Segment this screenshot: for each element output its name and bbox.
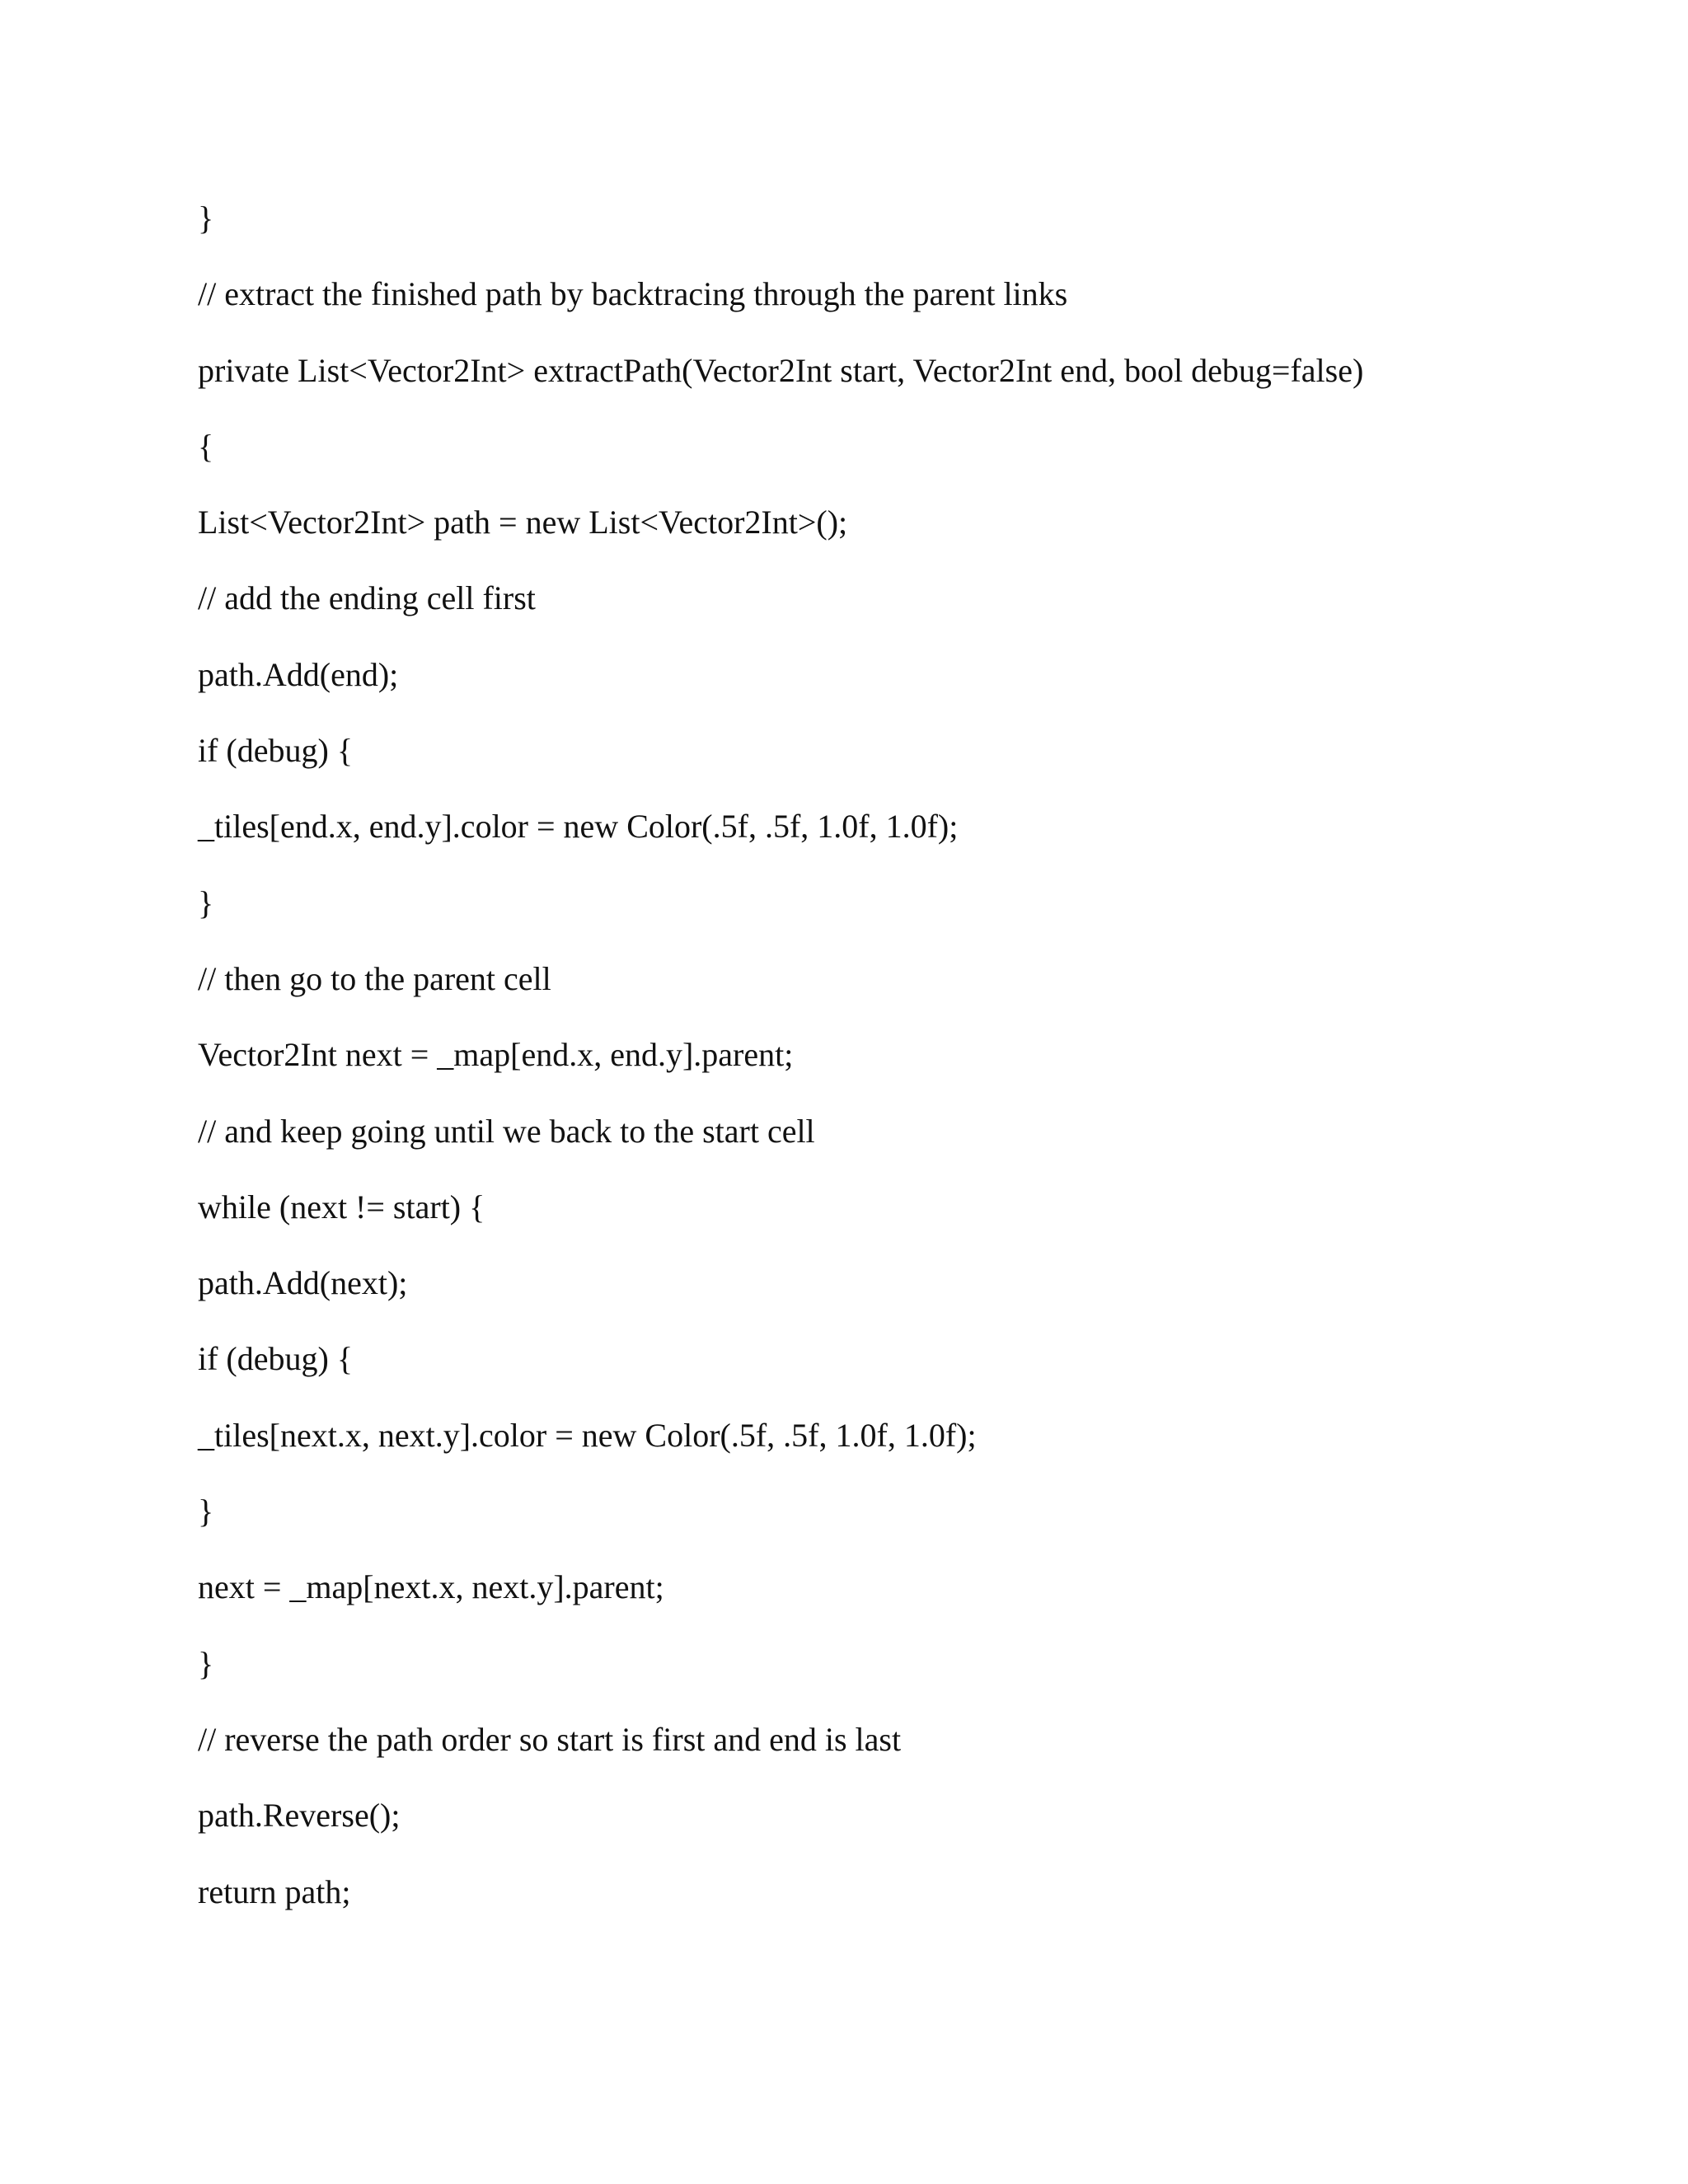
code-line-comment-parent-cell: // then go to the parent cell — [198, 959, 551, 997]
code-line-add-end: path.Add(end); — [198, 655, 399, 693]
code-line-next-assignment: next = _map[next.x, next.y].parent; — [198, 1568, 664, 1606]
code-line-comment-reverse: // reverse the path order so start is first and end is last — [198, 1720, 902, 1758]
code-line-closing-brace: } — [198, 883, 214, 921]
code-line-return-path: return path; — [198, 1872, 351, 1910]
code-line-reverse-call: path.Reverse(); — [198, 1797, 401, 1835]
code-line-color-end-tile: _tiles[end.x, end.y].color = new Color(.5f, .5f, 1.0f, 1.0f); — [198, 808, 959, 846]
code-line-closing-brace: } — [198, 1493, 214, 1530]
code-listing — [198, 191, 1599, 1941]
code-line-comment-keep-going: // and keep going until we back to the start cell — [198, 1112, 815, 1150]
code-line-closing-brace: } — [198, 1644, 214, 1682]
code-line-comment-extract-path: // extract the finished path by backtracing through the parent links — [198, 275, 1068, 313]
code-line-while-loop: while (next != start) { — [198, 1188, 485, 1226]
code-line-next-declaration: Vector2Int next = _map[end.x, end.y].parent; — [198, 1036, 794, 1074]
code-line-method-signature: private List<Vector2Int> extractPath(Vector2Int start, Vector2Int end, bool debug=false) — [198, 351, 1364, 389]
code-line-add-next: path.Add(next); — [198, 1264, 408, 1302]
code-line-color-next-tile: _tiles[next.x, next.y].color = new Color(.5f, .5f, 1.0f, 1.0f); — [198, 1416, 977, 1454]
code-line-comment-add-end: // add the ending cell first — [198, 579, 536, 617]
code-line-path-declaration: List<Vector2Int> path = new List<Vector2Int>(); — [198, 504, 848, 541]
code-line-closing-brace: } — [198, 199, 214, 237]
code-line-opening-brace: { — [198, 427, 214, 465]
code-line-if-debug: if (debug) { — [198, 1340, 354, 1378]
code-line-if-debug: if (debug) { — [198, 732, 354, 770]
